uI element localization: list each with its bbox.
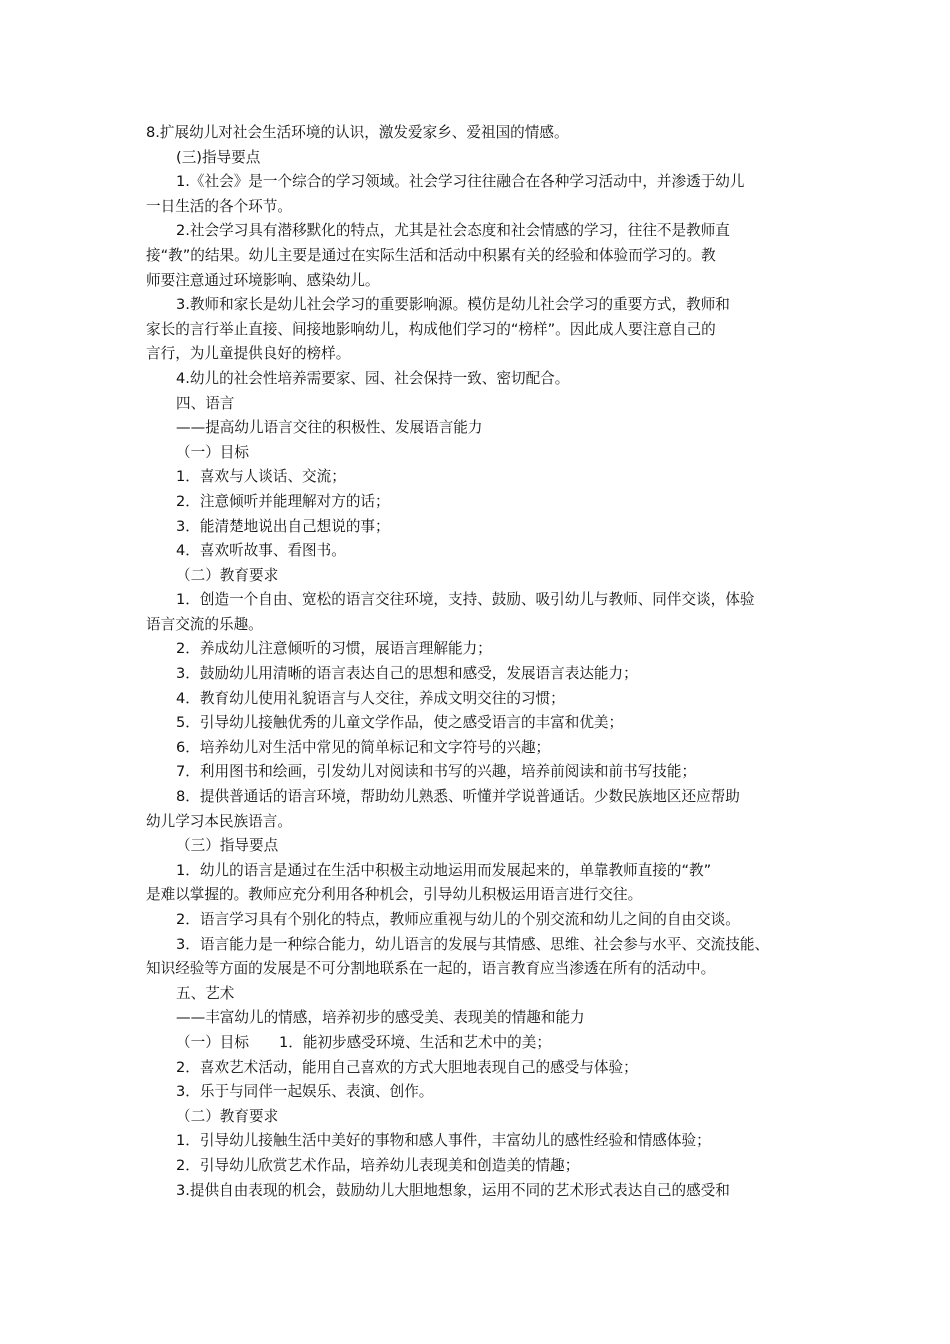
text-line: [146, 490, 814, 515]
text-line: [146, 711, 814, 736]
text-line: [146, 170, 814, 195]
line-text: 2.社会学习具有潜移默化的特点，尤其是社会态度和社会情感的学习，往往不是教师直: [176, 222, 730, 240]
line-text: 6．培养幼儿对生活中常见的简单标记和文字符号的兴趣；: [176, 738, 551, 756]
text-line: [146, 1031, 814, 1056]
text-line: [146, 219, 814, 244]
text-line: [146, 195, 814, 220]
line-text: 一日生活的各个环节。: [146, 197, 292, 215]
text-line: [146, 244, 814, 269]
text-line: [146, 1154, 814, 1179]
line-text: 3.教师和家长是幼儿社会学习的重要影响源。模仿是幼儿社会学习的重要方式，教师和: [176, 296, 730, 314]
text-line: [146, 367, 814, 392]
text-line: [146, 392, 814, 417]
text-line: [146, 736, 814, 761]
text-line: [146, 834, 814, 859]
text-line: [146, 293, 814, 318]
text-line: [146, 933, 814, 958]
line-text: 接“教”的结果。幼儿主要是通过在实际生活和活动中积累有关的经验和体验而学习的。教: [146, 246, 716, 264]
line-text: 1．喜欢与人谈话、交流；: [176, 468, 346, 486]
line-text: (三)指导要点: [176, 148, 261, 166]
line-text: 1.《社会》是一个综合的学习领域。社会学习往往融合在各种学习活动中，并渗透于幼儿: [176, 173, 745, 191]
text-line: [146, 588, 814, 613]
text-line: [146, 859, 814, 884]
line-text: 是难以掌握的。教师应充分利用各种机会，引导幼儿积极运用语言进行交往。: [146, 886, 643, 904]
text-line: [146, 1129, 814, 1154]
text-line: [146, 121, 814, 146]
text-line: [146, 613, 814, 638]
text-line: [146, 441, 814, 466]
line-text: 2．引导幼儿欣赏艺术作品，培养幼儿表现美和创造美的情趣；: [176, 1156, 580, 1174]
line-text: 3．语言能力是一种综合能力，幼儿语言的发展与其情感、思维、社会参与水平、交流技能、: [176, 935, 770, 953]
text-line: [146, 318, 814, 343]
text-line: [146, 810, 814, 835]
text-line: [146, 908, 814, 933]
line-text: 3．乐于与同伴一起娱乐、表演、创作。: [176, 1083, 434, 1101]
line-text: 知识经验等方面的发展是不可分割地联系在一起的，语言教育应当渗透在所有的活动中。: [146, 960, 716, 978]
line-text: 家长的言行举止直接、间接地影响幼儿，构成他们学习的“榜样”。因此成人要注意自己的: [146, 320, 716, 338]
line-text: （一）目标: [176, 1033, 249, 1051]
text-line: [146, 1179, 814, 1204]
line-text: 5．引导幼儿接触优秀的儿童文学作品，使之感受语言的丰富和优美；: [176, 714, 624, 732]
line-text: ——提高幼儿语言交往的积极性、发展语言能力: [176, 419, 483, 437]
text-line: [146, 1105, 814, 1130]
line-text: 2．养成幼儿注意倾听的习惯，展语言理解能力；: [176, 640, 492, 658]
text-line: [146, 1006, 814, 1031]
line-text-continued: 1．能初步感受环境、生活和艺术中的美；: [278, 1033, 551, 1051]
text-line: [146, 146, 814, 171]
line-text: 1．创造一个自由、宽松的语言交往环境，支持、鼓励、吸引幼儿与教师、同伴交谈，体验: [176, 591, 755, 609]
text-line: [146, 637, 814, 662]
line-text: 1．引导幼儿接触生活中美好的事物和感人事件，丰富幼儿的感性经验和情感体验；: [176, 1132, 711, 1150]
line-text: 幼儿学习本民族语言。: [146, 812, 292, 830]
line-text: 语言交流的乐趣。: [146, 615, 263, 633]
document-body: [146, 121, 814, 1203]
line-text: 4．喜欢听故事、看图书。: [176, 542, 346, 560]
line-text: 五、艺术: [176, 984, 235, 1002]
line-text: 2．喜欢艺术活动，能用自己喜欢的方式大胆地表现自己的感受与体验；: [176, 1058, 638, 1076]
text-line: [146, 982, 814, 1007]
line-text: 7．利用图书和绘画，引发幼儿对阅读和书写的兴趣，培养前阅读和前书写技能；: [176, 763, 697, 781]
text-line: [146, 687, 814, 712]
line-text: 4．教育幼儿使用礼貌语言与人交往，养成文明交往的习惯；: [176, 689, 565, 707]
text-line: [146, 465, 814, 490]
line-text: 4.幼儿的社会性培养需要家、园、社会保持一致、密切配合。: [176, 369, 570, 387]
text-line: [146, 662, 814, 687]
line-text: 2．注意倾听并能理解对方的话；: [176, 492, 390, 510]
text-line: [146, 760, 814, 785]
line-text: 3．能清楚地说出自己想说的事；: [176, 517, 390, 535]
text-line: [146, 1056, 814, 1081]
line-text: 师要注意通过环境影响、感染幼儿。: [146, 271, 380, 289]
text-line: [146, 1080, 814, 1105]
text-line: [146, 957, 814, 982]
line-text: 2．语言学习具有个别化的特点，教师应重视与幼儿的个别交流和幼儿之间的自由交谈。: [176, 911, 740, 928]
line-text: ——丰富幼儿的情感，培养初步的感受美、表现美的情趣和能力: [176, 1009, 585, 1027]
line-text: 1．幼儿的语言是通过在生活中积极主动地运用而发展起来的，单靠教师直接的“教”: [176, 861, 712, 879]
line-text: 8.扩展幼儿对社会生活环境的认识，激发爱家乡、爱祖国的情感。: [146, 124, 569, 141]
line-text: （二）教育要求: [176, 566, 279, 584]
line-text: （二）教育要求: [176, 1107, 279, 1125]
text-line: [146, 564, 814, 589]
text-line: [146, 269, 814, 294]
line-text: （三）指导要点: [176, 837, 279, 855]
text-line: [146, 515, 814, 540]
text-line: [146, 539, 814, 564]
line-text: （一）目标: [176, 443, 249, 461]
line-text: 四、语言: [176, 394, 235, 412]
text-line: [146, 416, 814, 441]
line-text: 8．提供普通话的语言环境，帮助幼儿熟悉、听懂并学说普通话。少数民族地区还应帮助: [176, 788, 740, 806]
line-text: 言行，为儿童提供良好的榜样。: [146, 345, 351, 363]
line-text: 3．鼓励幼儿用清晰的语言表达自己的思想和感受，发展语言表达能力；: [176, 665, 638, 683]
line-text: 3.提供自由表现的机会，鼓励幼儿大胆地想象，运用不同的艺术形式表达自己的感受和: [176, 1181, 730, 1199]
text-line: [146, 785, 814, 810]
text-line: [146, 342, 814, 367]
text-line: [146, 883, 814, 908]
